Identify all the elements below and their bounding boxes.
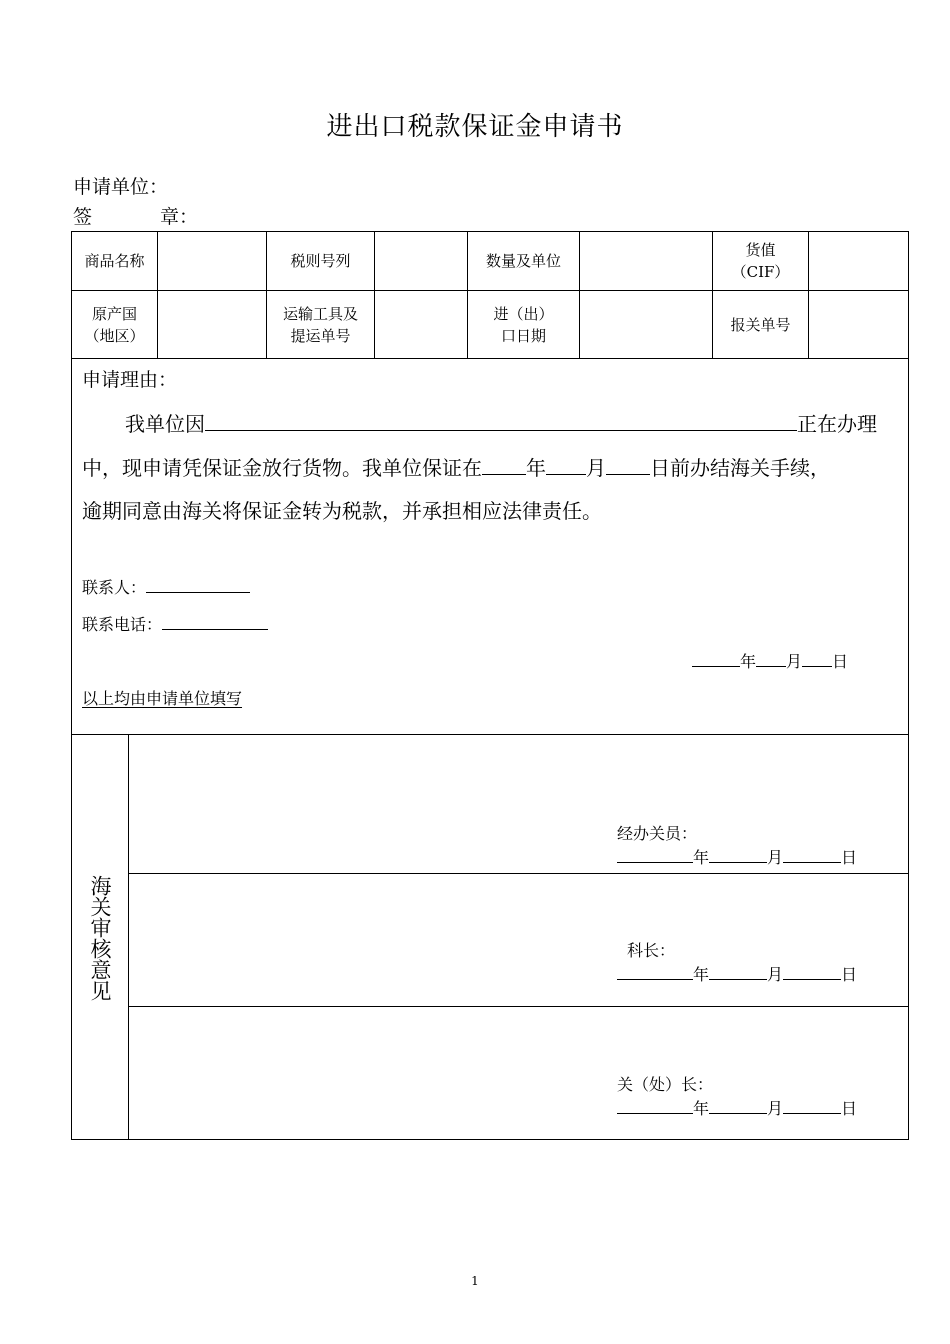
month-label: 月 <box>786 652 803 671</box>
section-chief-year-field[interactable] <box>617 963 693 980</box>
year-label: 年 <box>693 1099 710 1118</box>
contact-person-field[interactable] <box>146 576 250 593</box>
reason-line-2-suffix: 日前办结海关手续， <box>650 456 830 480</box>
transport-header: 运输工具及 提运单号 <box>282 304 358 345</box>
contact-person-row <box>82 575 250 598</box>
goods-name-header: 商品名称 <box>84 252 145 270</box>
applicant-month-field[interactable] <box>756 650 786 667</box>
day-label: 日 <box>841 965 858 984</box>
document-title: 进出口税款保证金申请书 <box>326 112 624 142</box>
officer-date-row <box>617 846 857 870</box>
row-divider <box>128 1006 909 1007</box>
contact-phone-field[interactable] <box>162 613 268 630</box>
deadline-day-field[interactable] <box>606 454 650 475</box>
reason-line-1-prefix: 我单位因 <box>125 412 205 436</box>
day-label: 日 <box>832 652 849 671</box>
year-label: 年 <box>693 848 710 867</box>
io-date-header: 进（出） 口日期 <box>493 304 554 345</box>
year-label: 年 <box>526 456 546 480</box>
director-day-field[interactable] <box>783 1097 841 1114</box>
month-label: 月 <box>767 848 784 867</box>
tariff-no-header: 税则号列 <box>290 252 351 270</box>
director-month-field[interactable] <box>709 1097 767 1114</box>
quantity-unit-header: 数量及单位 <box>485 252 561 270</box>
tariff-no-field[interactable] <box>375 232 467 290</box>
officer-month-field[interactable] <box>709 846 767 863</box>
seal-label-2: 章： <box>160 206 199 228</box>
section-chief-label: 科长： <box>627 941 676 960</box>
deadline-year-field[interactable] <box>482 454 526 475</box>
officer-label: 经办关员： <box>617 824 698 843</box>
director-signature-block <box>617 1073 857 1121</box>
month-label: 月 <box>767 1099 784 1118</box>
reason-blank[interactable] <box>205 410 797 431</box>
director-date-row <box>617 1097 857 1121</box>
contact-phone-label: 联系电话： <box>82 615 163 634</box>
customs-review-label: 海关审核意见 <box>88 875 112 1001</box>
value-cif-field[interactable] <box>809 232 908 290</box>
origin-field[interactable] <box>158 291 266 358</box>
reason-label: 申请理由： <box>82 369 178 391</box>
officer-signature-block <box>617 822 857 870</box>
contact-person-label: 联系人： <box>82 578 147 597</box>
page-number: 1 <box>471 1274 479 1288</box>
reason-line-2-prefix: 中，现申请凭保证金放行货物。我单位保证在 <box>82 456 482 480</box>
year-label: 年 <box>693 965 710 984</box>
io-date-field[interactable] <box>580 291 712 358</box>
quantity-unit-field[interactable] <box>580 232 712 290</box>
deadline-month-field[interactable] <box>546 454 586 475</box>
day-label: 日 <box>841 1099 858 1118</box>
day-label: 日 <box>841 848 858 867</box>
applicant-year-field[interactable] <box>692 650 740 667</box>
origin-header: 原产国 （地区） <box>84 304 145 345</box>
customs-review-label-cell <box>72 736 128 1140</box>
reason-line-1 <box>125 408 877 437</box>
month-label: 月 <box>586 456 606 480</box>
month-label: 月 <box>767 965 784 984</box>
declaration-no-field[interactable] <box>809 291 908 358</box>
row-divider <box>71 358 909 359</box>
row-divider <box>128 873 909 874</box>
column-divider <box>128 734 129 1140</box>
director-year-field[interactable] <box>617 1097 693 1114</box>
row-divider <box>71 734 909 735</box>
officer-year-field[interactable] <box>617 846 693 863</box>
director-label: 关（处）长： <box>617 1075 714 1094</box>
reason-line-3: 逾期同意由海关将保证金转为税款，并承担相应法律责任。 <box>82 499 602 523</box>
goods-name-field[interactable] <box>158 232 266 290</box>
applicant-fill-note: 以上均由申请单位填写 <box>82 689 243 708</box>
year-label: 年 <box>740 652 757 671</box>
seal-label-1: 签 <box>73 206 93 228</box>
applicant-day-field[interactable] <box>802 650 832 667</box>
transport-field[interactable] <box>375 291 467 358</box>
section-chief-date-row <box>617 963 857 987</box>
applicant-label: 申请单位： <box>73 176 169 198</box>
officer-day-field[interactable] <box>783 846 841 863</box>
applicant-date-row <box>692 649 848 672</box>
section-chief-month-field[interactable] <box>709 963 767 980</box>
section-chief-day-field[interactable] <box>783 963 841 980</box>
contact-phone-row <box>82 612 268 635</box>
section-chief-signature-block <box>617 939 857 987</box>
declaration-no-header: 报关单号 <box>730 315 791 334</box>
reason-line-2 <box>82 452 830 481</box>
reason-line-1-suffix: 正在办理 <box>797 412 877 436</box>
value-cif-header: 货值 （CIF） <box>731 241 790 281</box>
